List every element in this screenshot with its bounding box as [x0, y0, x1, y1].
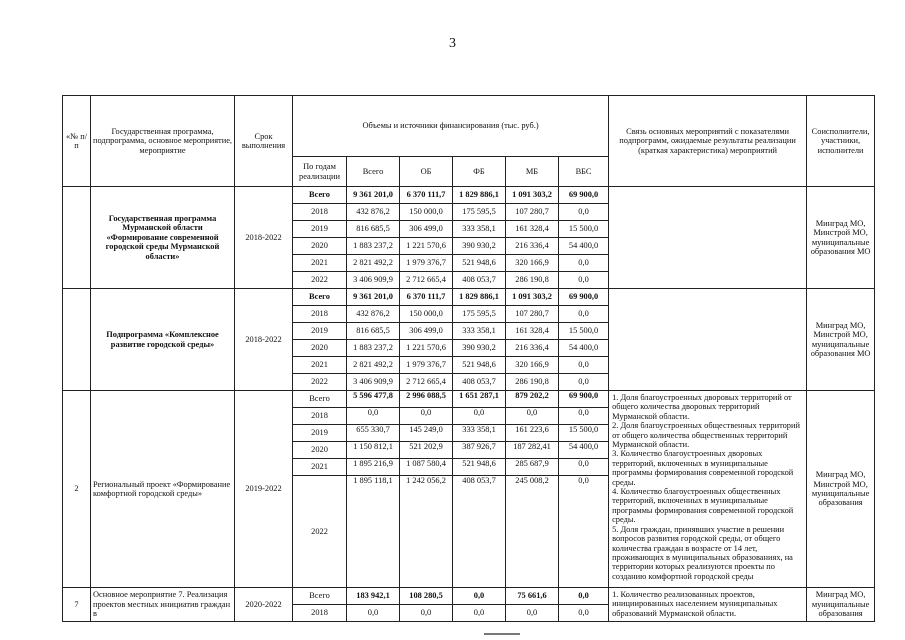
indicator-link — [609, 289, 807, 391]
period: 2019-2022 — [235, 391, 293, 588]
total-cell: 2 821 492,2 — [347, 357, 400, 374]
vbs-cell: 69 900,0 — [559, 187, 609, 204]
fb-cell: 175 595,5 — [453, 204, 506, 221]
ob-cell: 521 202,9 — [400, 442, 453, 459]
header-vbs: ВБС — [559, 157, 609, 187]
mb-cell: 320 166,9 — [506, 357, 559, 374]
fb-cell: 521 948,6 — [453, 357, 506, 374]
year-cell: 2018 — [293, 204, 347, 221]
fb-cell: 521 948,6 — [453, 459, 506, 476]
ob-cell: 1 221 570,6 — [400, 238, 453, 255]
ob-cell: 1 979 376,7 — [400, 255, 453, 272]
ob-cell: 306 499,0 — [400, 323, 453, 340]
indicator-link: 1. Количество реализованных проектов, инициированных населением муниципальных образований Мурманской области. — [609, 588, 807, 622]
ob-cell: 2 996 088,5 — [400, 391, 453, 408]
vbs-cell: 69 900,0 — [559, 289, 609, 306]
fb-cell: 0,0 — [453, 588, 506, 605]
mb-cell: 107 280,7 — [506, 204, 559, 221]
year-cell: Всего — [293, 289, 347, 306]
program-name: Основное мероприятие 7. Реализация проектов местных инициатив граждан в — [91, 588, 235, 622]
vbs-cell: 15 500,0 — [559, 221, 609, 238]
total-cell: 1 150 812,1 — [347, 442, 400, 459]
row-number: 7 — [63, 588, 91, 622]
executors: Минград МО, Минстрой МО, муниципальные образования МО — [807, 187, 875, 289]
fb-cell: 408 053,7 — [453, 476, 506, 588]
fb-cell: 521 948,6 — [453, 255, 506, 272]
total-cell: 9 361 201,0 — [347, 187, 400, 204]
total-cell: 1 883 237,2 — [347, 238, 400, 255]
vbs-cell: 15 500,0 — [559, 425, 609, 442]
year-cell: 2020 — [293, 238, 347, 255]
fb-cell: 387 926,7 — [453, 442, 506, 459]
header-program: Государственная программа, подпрограмма, основное мероприятие, мероприятие — [91, 96, 235, 187]
header-link: Связь основных мероприятий с показателями подпрограмм, ожидаемые результаты реализации (краткая характеристика) мероприятий — [609, 96, 807, 187]
year-cell: 2021 — [293, 357, 347, 374]
vbs-cell: 15 500,0 — [559, 323, 609, 340]
header-period: Срок выполнения — [235, 96, 293, 187]
year-cell: 2018 — [293, 408, 347, 425]
program-name: Государственная программа Мурманской области «Формирование современной городской среды Мурманской области» — [91, 187, 235, 289]
ob-cell: 0,0 — [400, 408, 453, 425]
ob-cell: 150 000,0 — [400, 204, 453, 221]
table-row — [63, 588, 875, 605]
ob-cell: 0,0 — [400, 605, 453, 622]
table-row — [63, 187, 875, 204]
year-cell: Всего — [293, 391, 347, 408]
mb-cell: 879 202,2 — [506, 391, 559, 408]
fb-cell: 1 651 287,1 — [453, 391, 506, 408]
mb-cell: 286 190,8 — [506, 272, 559, 289]
total-cell: 3 406 909,9 — [347, 272, 400, 289]
fb-cell: 390 930,2 — [453, 340, 506, 357]
mb-cell: 245 008,2 — [506, 476, 559, 588]
ob-cell: 150 000,0 — [400, 306, 453, 323]
executors: Минград МО, муниципальные образования — [807, 588, 875, 622]
ob-cell: 108 280,5 — [400, 588, 453, 605]
year-cell: Всего — [293, 588, 347, 605]
program-name: Региональный проект «Формирование комфортной городской среды» — [91, 391, 235, 588]
mb-cell: 161 223,6 — [506, 425, 559, 442]
indicator-link: 1. Доля благоустроенных дворовых территорий от общего количества дворовых территорий Мурманской области. 2. Доля благоустроенных общественных территорий от общего количества общественных территорий Мурманской области. 3. Количество благоустроенных дворовых территорий, включенных в муниципальные программы формирования современной городской среды. 4. Количество благоустроенных общественных территорий, включенных в муниципальные программы формирования современной городской среды. 5. Доля граждан, принявших участие в решении вопросов развития городской среды, от общего количества граждан в возрасте от 14 лет, проживающих в муниципальных образованиях, на территории которых реализуются проекты по созданию комфортной городской среды — [609, 391, 807, 588]
vbs-cell: 0,0 — [559, 357, 609, 374]
vbs-cell: 54 400,0 — [559, 442, 609, 459]
total-cell: 0,0 — [347, 408, 400, 425]
mb-cell: 216 336,4 — [506, 238, 559, 255]
fb-cell: 333 358,1 — [453, 323, 506, 340]
row-number — [63, 187, 91, 289]
total-cell: 1 895 118,1 — [347, 476, 400, 588]
fb-cell: 0,0 — [453, 408, 506, 425]
total-cell: 816 685,5 — [347, 323, 400, 340]
ob-cell: 2 712 665,4 — [400, 374, 453, 391]
header-years: По годам реализации — [293, 157, 347, 187]
header-row — [63, 96, 875, 157]
year-cell: 2022 — [293, 272, 347, 289]
mb-cell: 161 328,4 — [506, 221, 559, 238]
fb-cell: 333 358,1 — [453, 425, 506, 442]
header-fb: ФБ — [453, 157, 506, 187]
ob-cell: 6 370 111,7 — [400, 187, 453, 204]
period: 2020-2022 — [235, 588, 293, 622]
year-cell: 2019 — [293, 323, 347, 340]
vbs-cell: 0,0 — [559, 255, 609, 272]
ob-cell: 1 221 570,6 — [400, 340, 453, 357]
total-cell: 1 895 216,9 — [347, 459, 400, 476]
header-num: «№ п/п — [63, 96, 91, 187]
mb-cell: 1 091 303,2 — [506, 289, 559, 306]
mb-cell: 320 166,9 — [506, 255, 559, 272]
year-cell: 2018 — [293, 605, 347, 622]
indicator-link — [609, 187, 807, 289]
ob-cell: 306 499,0 — [400, 221, 453, 238]
fb-cell: 408 053,7 — [453, 272, 506, 289]
mb-cell: 286 190,8 — [506, 374, 559, 391]
fb-cell: 390 930,2 — [453, 238, 506, 255]
row-number — [63, 289, 91, 391]
total-cell: 0,0 — [347, 605, 400, 622]
period: 2018-2022 — [235, 187, 293, 289]
mb-cell: 107 280,7 — [506, 306, 559, 323]
total-cell: 432 876,2 — [347, 204, 400, 221]
mb-cell: 0,0 — [506, 605, 559, 622]
year-cell: 2018 — [293, 306, 347, 323]
year-cell: Всего — [293, 187, 347, 204]
fb-cell: 1 829 886,1 — [453, 187, 506, 204]
total-cell: 9 361 201,0 — [347, 289, 400, 306]
vbs-cell: 0,0 — [559, 272, 609, 289]
period: 2018-2022 — [235, 289, 293, 391]
vbs-cell: 0,0 — [559, 306, 609, 323]
year-cell: 2022 — [293, 476, 347, 588]
table-row — [63, 391, 875, 408]
mb-cell: 161 328,4 — [506, 323, 559, 340]
total-cell: 3 406 909,9 — [347, 374, 400, 391]
vbs-cell: 54 400,0 — [559, 238, 609, 255]
mb-cell: 285 687,9 — [506, 459, 559, 476]
year-cell: 2021 — [293, 255, 347, 272]
fb-cell: 0,0 — [453, 605, 506, 622]
fb-cell: 333 358,1 — [453, 221, 506, 238]
header-executors: Соисполнители, участники, исполнители — [807, 96, 875, 187]
ob-cell: 1 979 376,7 — [400, 357, 453, 374]
vbs-cell: 0,0 — [559, 204, 609, 221]
header-mb: МБ — [506, 157, 559, 187]
vbs-cell: 0,0 — [559, 408, 609, 425]
vbs-cell: 69 900,0 — [559, 391, 609, 408]
fb-cell: 175 595,5 — [453, 306, 506, 323]
year-cell: 2020 — [293, 340, 347, 357]
mb-cell: 1 091 303,2 — [506, 187, 559, 204]
total-cell: 5 596 477,8 — [347, 391, 400, 408]
header-funding: Объемы и источники финансирования (тыс. руб.) — [293, 96, 609, 157]
ob-cell: 6 370 111,7 — [400, 289, 453, 306]
fb-cell: 1 829 886,1 — [453, 289, 506, 306]
vbs-cell: 0,0 — [559, 588, 609, 605]
mb-cell: 216 336,4 — [506, 340, 559, 357]
mb-cell: 0,0 — [506, 408, 559, 425]
total-cell: 2 821 492,2 — [347, 255, 400, 272]
total-cell: 432 876,2 — [347, 306, 400, 323]
ob-cell: 1 242 056,2 — [400, 476, 453, 588]
mb-cell: 187 282,41 — [506, 442, 559, 459]
total-cell: 816 685,5 — [347, 221, 400, 238]
fb-cell: 408 053,7 — [453, 374, 506, 391]
header-total: Всего — [347, 157, 400, 187]
executors: Минград МО, Минстрой МО, муниципальные образования МО — [807, 289, 875, 391]
year-cell: 2021 — [293, 459, 347, 476]
year-cell: 2019 — [293, 425, 347, 442]
total-cell: 655 330,7 — [347, 425, 400, 442]
footer-mark — [484, 633, 520, 635]
ob-cell: 145 249,0 — [400, 425, 453, 442]
ob-cell: 1 087 580,4 — [400, 459, 453, 476]
vbs-cell: 0,0 — [559, 605, 609, 622]
vbs-cell: 0,0 — [559, 459, 609, 476]
table-row — [63, 289, 875, 306]
vbs-cell: 0,0 — [559, 374, 609, 391]
header-ob: ОБ — [400, 157, 453, 187]
year-cell: 2022 — [293, 374, 347, 391]
program-name: Подпрограмма «Комплексное развитие городской среды» — [91, 289, 235, 391]
total-cell: 1 883 237,2 — [347, 340, 400, 357]
total-cell: 183 942,1 — [347, 588, 400, 605]
page-number: 3 — [449, 36, 456, 51]
funding-table — [62, 95, 875, 622]
year-cell: 2019 — [293, 221, 347, 238]
vbs-cell: 0,0 — [559, 476, 609, 588]
mb-cell: 75 661,6 — [506, 588, 559, 605]
vbs-cell: 54 400,0 — [559, 340, 609, 357]
year-cell: 2020 — [293, 442, 347, 459]
executors: Минград МО, Минстрой МО, муниципальные образования — [807, 391, 875, 588]
row-number: 2 — [63, 391, 91, 588]
ob-cell: 2 712 665,4 — [400, 272, 453, 289]
